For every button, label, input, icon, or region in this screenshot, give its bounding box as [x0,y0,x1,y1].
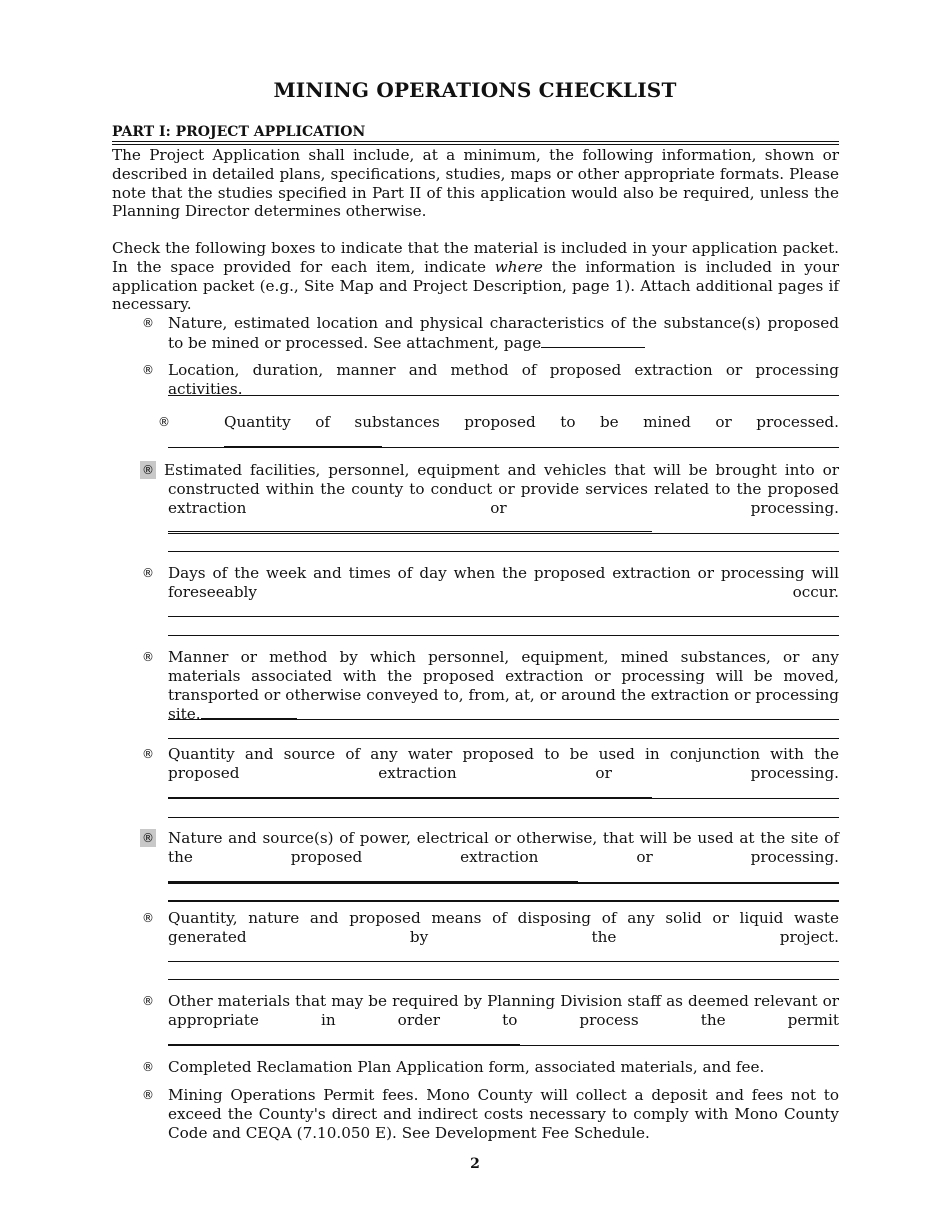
checklist-item [140,992,839,1049]
item-label: Other materials that may be required by Planning Division staff as deemed relevant or appropriate in order to process the permit [168,992,839,1029]
item-label: Nature, estimated location and physical characteristics of the substance(s) proposed to be mined or processed. See attachment, page [168,314,839,352]
checklist-item-text [168,909,839,966]
answer-line[interactable] [168,738,839,739]
answer-line[interactable] [168,817,839,818]
page-input-line[interactable] [541,333,645,348]
answer-input-line[interactable] [168,1030,520,1045]
checklist-item-text [168,745,839,802]
checkbox-icon[interactable]: ® [142,747,154,761]
checkbox-icon[interactable]: ® [142,316,154,330]
item-label: Estimated facilities, personnel, equipment and vehicles that will be brought into or constructed within the county to conduct or provide services related to the proposed extraction or processing. [164,461,839,517]
answer-line[interactable] [168,616,839,617]
checklist-item [140,361,839,399]
answer-line[interactable] [168,961,839,962]
checklist-item [140,461,839,537]
page-number: 2 [470,1156,480,1172]
answer-line[interactable] [168,979,839,980]
instructions-text-end: the information is included in your application packet (e.g., Site Map and Project Description, page 1). Attach additional pages if necessary. [112,257,839,314]
checklist-item [156,413,839,452]
answer-input-line[interactable] [224,432,382,447]
answer-input-line[interactable] [168,517,652,532]
checkbox-icon[interactable]: ® [142,994,154,1008]
item-label: Quantity and source of any water proposed to be used in conjunction with the proposed extraction or processing. [168,745,839,782]
answer-line[interactable] [168,1045,839,1046]
checklist-item-text [168,314,839,353]
answer-line[interactable] [168,719,839,720]
item-label: Days of the week and times of day when the proposed extraction or processing will foreseeably occur. [168,564,839,601]
checklist-item [140,1086,839,1142]
checkbox-icon[interactable]: ® [158,415,170,429]
checklist-item-text: Location, duration, manner and method of proposed extraction or processing activities. [168,361,839,398]
answer-input-line[interactable] [168,947,652,962]
checklist-item-text [168,829,839,887]
answer-input-line[interactable] [168,867,578,883]
item-label: Quantity, nature and proposed means of disposing of any solid or liquid waste generated by the project. [168,909,839,946]
checklist-item [140,909,839,966]
item-label: Nature and source(s) of power, electrical or otherwise, that will be used at the site of the proposed extraction or processing. [168,829,839,866]
checklist-item [140,314,839,353]
checklist-item-text [224,413,839,452]
intro-paragraph: The Project Application shall include, at a minimum, the following information, shown or described in detailed plans, specifications, studies, maps or other appropriate formats. Please note that the studies specified in Part II of this application would also be required, unless the Planning Director determines otherwise. [112,146,839,221]
checklist-item-text [168,648,839,724]
answer-input-line[interactable] [201,704,297,719]
checkbox-icon[interactable]: ® [142,650,154,664]
instructions-emphasis: where [494,257,543,276]
item-label: Manner or method by which personnel, equipment, mined substances, or any materials associated with the proposed extraction or processing will be moved, transported or otherwise conveyed to, from, at, or around the extraction or processing site. [168,648,839,724]
checkbox-icon[interactable]: ® [142,1060,154,1074]
answer-line[interactable] [168,635,839,636]
answer-input-line[interactable] [168,783,652,798]
checklist-item-text: Completed Reclamation Plan Application form, associated materials, and fee. [168,1058,765,1076]
heading-double-rule [112,141,839,145]
checklist-item-text [164,461,839,537]
checkbox-icon[interactable]: ® [142,1088,154,1102]
answer-line[interactable] [168,395,839,396]
checklist-item [140,564,839,621]
checklist-item [140,1058,839,1077]
answer-line[interactable] [168,882,839,884]
checkbox-icon[interactable]: ® [142,831,154,845]
checklist-item-text [168,992,839,1049]
answer-line[interactable] [168,447,839,448]
checklist-item [140,829,839,887]
answer-line[interactable] [168,551,839,552]
item-label: Quantity of substances proposed to be mined or processed. [224,413,839,431]
answer-line[interactable] [168,798,839,799]
page-title: MINING OPERATIONS CHECKLIST [273,78,677,102]
checklist-item-text [168,564,839,621]
checkbox-icon[interactable]: ® [142,911,154,925]
instructions-paragraph [112,239,839,314]
part-heading: PART I: PROJECT APPLICATION [112,124,366,140]
answer-line[interactable] [168,900,839,902]
checklist-item [140,648,839,724]
answer-line[interactable] [168,533,839,534]
checkbox-icon[interactable]: ® [142,363,154,377]
checkbox-icon[interactable]: ® [142,463,154,477]
instructions-text: Check the following boxes to indicate that the material is included in your application packet. In the space provided for each item, indicate [112,239,839,276]
checkbox-icon[interactable]: ® [142,566,154,580]
answer-input-line[interactable] [168,602,703,617]
checklist-item-text: Mining Operations Permit fees. Mono County will collect a deposit and fees not to exceed the County's direct and indirect costs necessary to comply with Mono County Code and CEQA (7.10.050 E). See Development Fee Schedule. [168,1086,839,1142]
checklist-item [140,745,839,802]
